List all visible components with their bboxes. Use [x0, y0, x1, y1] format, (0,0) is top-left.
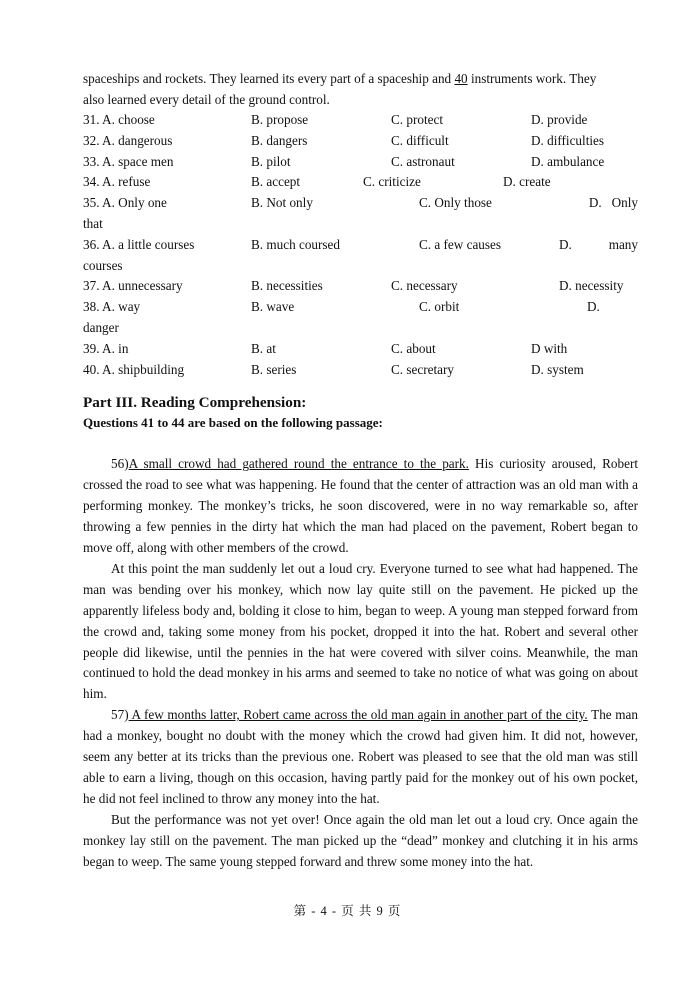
option-row-34: [83, 172, 638, 193]
option-d-text: many: [608, 236, 638, 252]
option-c: C. criticize: [363, 174, 421, 190]
intro-line-2: also learned every detail of the ground control.: [83, 92, 330, 107]
option-c: C. Only those: [419, 195, 492, 211]
option-row-36: [83, 235, 638, 256]
option-c: C. about: [391, 340, 436, 356]
underlined-sentence: A small crowd had gathered round the entrance to the park.: [128, 456, 469, 472]
option-a: 38. A. way: [83, 299, 141, 315]
option-b: B. dangers: [251, 132, 308, 148]
option-a: 31. A. choose: [83, 112, 155, 127]
option-b: B. necessities: [251, 278, 323, 294]
option-c: C. orbit: [419, 299, 460, 315]
option-row-32: [83, 131, 638, 152]
option-c: C. secretary: [391, 361, 454, 377]
underlined-sentence: A few months latter, Robert came across the old man again in another part of the city.: [128, 707, 588, 723]
intro-text-continued: instruments work. They: [467, 71, 597, 86]
passage-paragraph-3: [83, 705, 638, 810]
option-row-37: [83, 276, 638, 297]
option-b: B. Not only: [251, 195, 313, 211]
paragraph-text: The man had a monkey, bought no doubt with the money which the crowd had given him. It did not, however, seem any better at its tricks than the previous one. Robert was pleased to see that the old man was still able to earn a living, though on this occasion, having partly paid for the monkey out of his own pocket, he did not feel inclined to throw any money into the hat.: [83, 707, 638, 806]
passage-paragraph-2: At this point the man suddenly let out a loud cry. Everyone turned to see what had happened. The man was bending over his monkey, which now lay quite still on the pavement. He picked up the apparently lifeless body and, bolding it close to him, began to weep. A young man stepped forward from the crowd and, taking some money from his pocket, dropped it into the hat. Robert and several other people did likewise, until the pennies in the hat were covered with silver coins. Meanwhile, the man continued to hold the dead monkey in his arms and seemed to take no notice of what was going on about him.: [83, 560, 638, 702]
option-b: B. accept: [251, 174, 301, 190]
option-a: 36. A. a little courses: [83, 236, 195, 252]
option-a: 40. A. shipbuilding: [83, 361, 185, 377]
section-subtitle: Questions 41 to 44 are based on the following passage:: [83, 415, 383, 431]
options-list: [83, 110, 638, 380]
option-b: B. pilot: [251, 153, 291, 169]
option-d: D.: [559, 236, 572, 252]
sentence-marker: 57): [111, 707, 129, 723]
option-wrap-36: courses: [83, 257, 123, 273]
option-d: D. ambulance: [531, 153, 605, 169]
intro-text: spaceships and rockets. They learned its every part of a spaceship and: [83, 71, 455, 86]
document-page: [83, 68, 638, 872]
option-c: C. a few causes: [419, 236, 502, 252]
passage-paragraph-1: [83, 454, 638, 559]
option-a: 33. A. space men: [83, 153, 174, 169]
section-title: Part III. Reading Comprehension:: [83, 394, 307, 412]
option-c: C. protect: [391, 112, 444, 127]
option-b: B. series: [251, 361, 297, 377]
option-a: 35. A. Only one: [83, 195, 167, 211]
option-c: C. astronaut: [391, 153, 455, 169]
passage-paragraph-4: But the performance was not yet over! Once again the old man let out a loud cry. Once again the monkey lay still on the pavement. The man picked up the “dead” monkey and clutching it in his arms began to weep. The same young stepped forward and threw some money into the hat.: [83, 811, 638, 869]
option-b: B. propose: [251, 112, 309, 127]
option-d: D. create: [503, 174, 551, 190]
option-row-39: [83, 339, 638, 360]
option-row-38: [83, 297, 638, 318]
option-a: 32. A. dangerous: [83, 132, 173, 148]
option-c: C. difficult: [391, 132, 449, 148]
passage-intro: [83, 68, 638, 110]
option-c: C. necessary: [391, 278, 458, 294]
option-b: B. wave: [251, 299, 295, 315]
option-a: 37. A. unnecessary: [83, 278, 183, 294]
intro-line-1: [83, 68, 638, 89]
blank-number: 40: [454, 71, 468, 86]
option-a: 39. A. in: [83, 340, 129, 356]
option-d: D. necessity: [559, 278, 624, 294]
option-d: D. difficulties: [531, 132, 605, 148]
option-a: 34. A. refuse: [83, 174, 151, 190]
option-d: D. provide: [531, 112, 588, 127]
option-wrap-38: danger: [83, 319, 119, 335]
option-row-31: [83, 110, 638, 131]
option-d: D.: [587, 299, 600, 315]
option-row-35: [83, 193, 638, 214]
option-row-33: [83, 152, 638, 173]
option-wrap-35: that: [83, 215, 103, 231]
sentence-marker: 56): [111, 456, 129, 472]
reading-passage: [83, 454, 638, 872]
option-d: D. system: [531, 361, 584, 377]
option-row-40: [83, 360, 638, 381]
option-d: D. Only: [588, 195, 638, 211]
option-d: D with: [531, 340, 568, 356]
option-b: B. at: [251, 340, 276, 356]
page-footer: 第 - 4 - 页 共 9 页: [293, 904, 402, 918]
option-b: B. much coursed: [251, 236, 340, 252]
paragraph-text: His curiosity aroused, Robert crossed the road to see what was happening. He found that the center of attraction was an old man with a performing monkey. The monkey’s tricks, he soon discovered, were in no way remarkable so, after throwing a few pennies in the dirty hat which the man had placed on the pavement, Robert began to move off, along with other members of the crowd.: [83, 456, 639, 555]
